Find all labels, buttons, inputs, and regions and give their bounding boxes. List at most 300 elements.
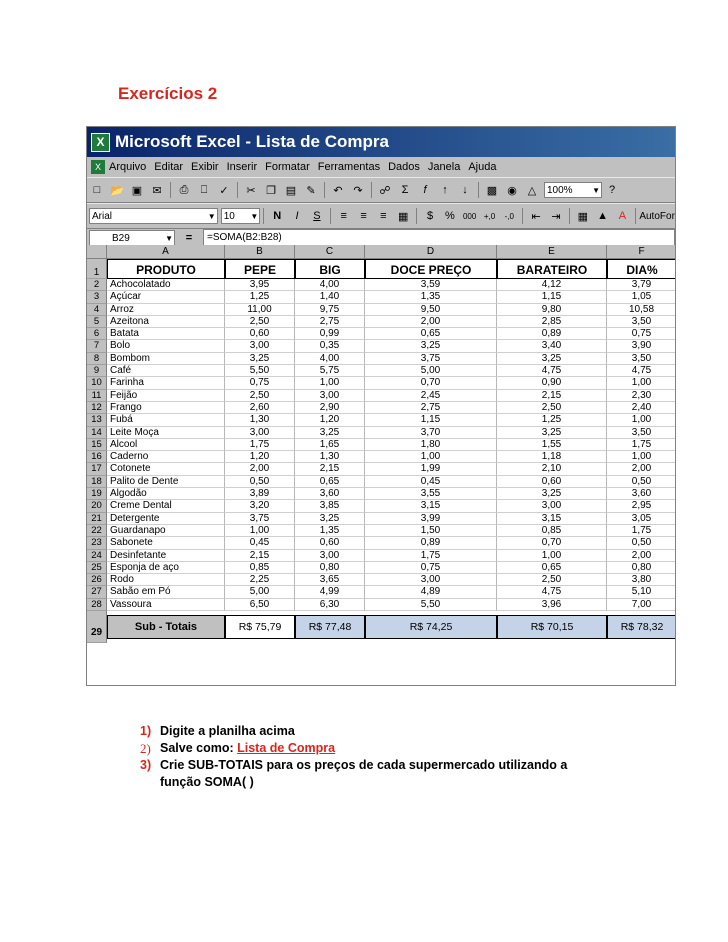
cell-a[interactable]: Palito de Dente	[107, 476, 225, 488]
cell-e[interactable]: 2,85	[497, 316, 607, 328]
cell-b[interactable]: 1,75	[225, 439, 295, 451]
cell-f[interactable]: 1,00	[607, 414, 676, 426]
cell-d[interactable]: 4,89	[365, 586, 497, 598]
cell-b[interactable]: 2,50	[225, 390, 295, 402]
cell-e[interactable]: 4,75	[497, 586, 607, 598]
cell-f[interactable]: 10,58	[607, 304, 676, 316]
cell-d[interactable]: 0,45	[365, 476, 497, 488]
row-header[interactable]: 24	[87, 550, 107, 562]
cell-b[interactable]: 11,00	[225, 304, 295, 316]
cell-e[interactable]: 0,85	[497, 525, 607, 537]
cell-d[interactable]: 1,50	[365, 525, 497, 537]
cell-a[interactable]: Detergente	[107, 513, 225, 525]
cell-b[interactable]: 3,25	[225, 353, 295, 365]
align-center-icon[interactable]: ≡	[360, 210, 367, 222]
cell-b[interactable]: 6,50	[225, 599, 295, 611]
cell-d[interactable]: 1,99	[365, 463, 497, 475]
cell-d[interactable]: 3,00	[365, 574, 497, 586]
borders-icon[interactable]: ▦	[577, 210, 588, 223]
cell-c[interactable]: 1,30	[295, 451, 365, 463]
cell-d[interactable]: 3,55	[365, 488, 497, 500]
cell-a[interactable]: Bombom	[107, 353, 225, 365]
cell-a[interactable]: Sub - Totais	[107, 615, 225, 639]
cell-e[interactable]: 3,96	[497, 599, 607, 611]
fill-color-icon[interactable]: ▲	[597, 210, 609, 222]
font-name-value: Arial	[92, 211, 113, 222]
cell-e[interactable]: 3,40	[497, 340, 607, 352]
row-header[interactable]: 25	[87, 562, 107, 574]
toolbar-divider	[416, 208, 417, 224]
cell-c[interactable]: 0,60	[295, 537, 365, 549]
drawing-icon[interactable]: △	[527, 184, 537, 197]
cell-a[interactable]: Alcool	[107, 439, 225, 451]
instruction-item	[140, 740, 567, 757]
cell-e[interactable]: 1,15	[497, 291, 607, 303]
table-row	[87, 316, 676, 328]
format-painter-icon[interactable]: ✎	[306, 184, 316, 197]
cell-a[interactable]: Rodo	[107, 574, 225, 586]
column-header-d[interactable]: D	[365, 245, 497, 259]
cell-b[interactable]: 0,45	[225, 537, 295, 549]
open-folder-icon[interactable]: 📂	[110, 184, 124, 197]
cell-e[interactable]: 3,25	[497, 488, 607, 500]
row-header[interactable]: 20	[87, 500, 107, 512]
excel-app-icon[interactable]: X	[91, 133, 110, 152]
sort-descending-icon[interactable]: ↓	[462, 184, 468, 196]
file-name-link[interactable]: Lista de Compra	[237, 741, 336, 755]
row-header[interactable]: 4	[87, 304, 107, 316]
row-header[interactable]: 28	[87, 599, 107, 611]
cell-c[interactable]: 3,60	[295, 488, 365, 500]
table-row	[87, 279, 676, 291]
cell-a[interactable]: Achocolatado	[107, 279, 225, 291]
cell-c[interactable]: R$ 77,48	[295, 615, 365, 639]
cell-b[interactable]: 2,25	[225, 574, 295, 586]
cell-a[interactable]: Vassoura	[107, 599, 225, 611]
cell-b[interactable]: 1,00	[225, 525, 295, 537]
paste-icon[interactable]: ▤	[285, 184, 297, 197]
cell-b[interactable]: 3,20	[225, 500, 295, 512]
table-row	[87, 291, 676, 303]
cell-c[interactable]: 1,20	[295, 414, 365, 426]
cell-b[interactable]: 1,25	[225, 291, 295, 303]
cell-f[interactable]: 2,00	[607, 463, 676, 475]
cell-b[interactable]: 0,75	[225, 377, 295, 389]
cell-c[interactable]: 3,85	[295, 500, 365, 512]
cell-b[interactable]: 0,85	[225, 562, 295, 574]
cell-b[interactable]: 0,60	[225, 328, 295, 340]
cell-f[interactable]: 0,50	[607, 476, 676, 488]
cell-b[interactable]: 3,89	[225, 488, 295, 500]
chevron-down-icon[interactable]: ▼	[592, 186, 600, 195]
cell-c[interactable]: 4,00	[295, 279, 365, 291]
align-left-icon[interactable]: ≡	[340, 210, 347, 222]
cell-c[interactable]: 0,80	[295, 562, 365, 574]
column-header-f[interactable]: F	[607, 245, 676, 259]
chevron-down-icon[interactable]: ▼	[207, 212, 216, 221]
cell-c[interactable]: 1,65	[295, 439, 365, 451]
table-row	[87, 537, 676, 549]
row-header[interactable]: 29	[87, 611, 107, 643]
cell-a[interactable]: Sabão em Pó	[107, 586, 225, 598]
italic-icon[interactable]: I	[295, 210, 299, 222]
cell-a[interactable]: Caderno	[107, 451, 225, 463]
cell-d[interactable]: 0,65	[365, 328, 497, 340]
underline-icon[interactable]: S	[313, 210, 321, 222]
cell-d[interactable]: 1,15	[365, 414, 497, 426]
table-row	[87, 414, 676, 426]
new-file-icon[interactable]: □	[93, 184, 101, 196]
row-header[interactable]: 22	[87, 525, 107, 537]
cell-c[interactable]: BIG	[295, 259, 365, 279]
toolbar-divider	[522, 208, 523, 224]
menu-editar[interactable]: Editar	[154, 161, 184, 173]
cell-b[interactable]: 2,60	[225, 402, 295, 414]
cell-b[interactable]: 0,50	[225, 476, 295, 488]
menu-dados[interactable]: Dados	[388, 161, 420, 173]
cell-e[interactable]: 0,89	[497, 328, 607, 340]
cell-b[interactable]: PEPE	[225, 259, 295, 279]
function-icon[interactable]: f	[423, 184, 427, 196]
table-row	[87, 451, 676, 463]
row-header[interactable]: 9	[87, 365, 107, 377]
cell-a[interactable]: Frango	[107, 402, 225, 414]
cell-f[interactable]: 1,75	[607, 439, 676, 451]
cell-b[interactable]: 1,30	[225, 414, 295, 426]
cell-e[interactable]: 0,70	[497, 537, 607, 549]
instructions-list	[140, 723, 567, 791]
chart-wizard-icon[interactable]: ▩	[486, 184, 498, 197]
table-row	[87, 390, 676, 402]
cell-f[interactable]: 2,30	[607, 390, 676, 402]
row-header[interactable]: 10	[87, 377, 107, 389]
cell-b[interactable]: 5,50	[225, 365, 295, 377]
cell-d[interactable]: DOCE PREÇO	[365, 259, 497, 279]
cell-c[interactable]: 0,99	[295, 328, 365, 340]
map-icon[interactable]: ◉	[507, 184, 517, 197]
row-header[interactable]: 27	[87, 586, 107, 598]
table-row	[87, 599, 676, 611]
cell-f[interactable]: 3,79	[607, 279, 676, 291]
instruction-continuation: função SOMA( )	[160, 775, 254, 789]
cell-c[interactable]: 3,00	[295, 550, 365, 562]
cell-f[interactable]: 7,00	[607, 599, 676, 611]
row-header[interactable]: 15	[87, 439, 107, 451]
cell-d[interactable]: 2,75	[365, 402, 497, 414]
cell-e[interactable]: 2,15	[497, 390, 607, 402]
cell-f[interactable]: 2,00	[607, 550, 676, 562]
redo-icon[interactable]: ↷	[353, 184, 363, 197]
sort-ascending-icon[interactable]: ↑	[442, 184, 448, 196]
cell-d[interactable]: 2,00	[365, 316, 497, 328]
cell-c[interactable]: 0,65	[295, 476, 365, 488]
row-header[interactable]: 1	[87, 259, 107, 279]
cell-c[interactable]: 1,35	[295, 525, 365, 537]
cell-d[interactable]: 5,00	[365, 365, 497, 377]
spreadsheet-grid	[87, 245, 676, 686]
row-header[interactable]: 14	[87, 427, 107, 439]
cell-f[interactable]: 1,75	[607, 525, 676, 537]
table-row	[87, 377, 676, 389]
merge-center-icon[interactable]: ▦	[397, 210, 409, 223]
print-icon[interactable]: ⎙	[179, 183, 189, 196]
cell-d[interactable]: 0,70	[365, 377, 497, 389]
cell-c[interactable]: 2,75	[295, 316, 365, 328]
cell-b[interactable]: 3,00	[225, 340, 295, 352]
cell-e[interactable]: BARATEIRO	[497, 259, 607, 279]
cell-d[interactable]: 1,75	[365, 550, 497, 562]
cell-f[interactable]: 3,50	[607, 427, 676, 439]
row-header[interactable]: 11	[87, 390, 107, 402]
name-box[interactable]	[89, 230, 175, 246]
cell-f[interactable]: 3,60	[607, 488, 676, 500]
bold-icon[interactable]: N	[273, 210, 282, 222]
instruction-item	[140, 723, 567, 740]
thousands-icon[interactable]: 000	[462, 211, 477, 221]
menu-formatar[interactable]: Formatar	[265, 161, 310, 173]
toolbar-divider	[263, 208, 264, 224]
cell-c[interactable]: 3,00	[295, 390, 365, 402]
row-header[interactable]: 17	[87, 463, 107, 475]
cell-c[interactable]: 5,75	[295, 365, 365, 377]
spelling-icon[interactable]: ✓	[219, 184, 229, 197]
formula-equals-label[interactable]: =	[185, 232, 193, 244]
row-header[interactable]: 26	[87, 574, 107, 586]
cell-a[interactable]: Café	[107, 365, 225, 377]
cell-d[interactable]: 1,00	[365, 451, 497, 463]
cell-a[interactable]: Esponja de aço	[107, 562, 225, 574]
font-name-select[interactable]	[89, 208, 218, 224]
workbook-icon[interactable]: X	[91, 160, 105, 174]
font-color-icon[interactable]: A	[618, 210, 627, 222]
hyperlink-icon[interactable]: ☍	[379, 184, 391, 197]
cell-f[interactable]: 3,90	[607, 340, 676, 352]
cell-c[interactable]: 4,00	[295, 353, 365, 365]
row-header[interactable]: 21	[87, 513, 107, 525]
cell-a[interactable]: Sabonete	[107, 537, 225, 549]
increase-decimal-icon[interactable]: +,0	[483, 211, 496, 221]
cell-a[interactable]: Creme Dental	[107, 500, 225, 512]
cell-b[interactable]: 1,20	[225, 451, 295, 463]
column-headers	[87, 245, 676, 259]
cell-ref: B29	[112, 233, 130, 244]
autoformat-label[interactable]: AutoFor	[639, 210, 675, 222]
cell-b[interactable]: 2,15	[225, 550, 295, 562]
row-header[interactable]: 16	[87, 451, 107, 463]
decrease-decimal-icon[interactable]: -,0	[504, 211, 514, 221]
cell-e[interactable]: 1,18	[497, 451, 607, 463]
cell-f[interactable]: 3,80	[607, 574, 676, 586]
menu-ajuda[interactable]: Ajuda	[468, 161, 497, 173]
cell-a[interactable]: Batata	[107, 328, 225, 340]
cell-a[interactable]: Arroz	[107, 304, 225, 316]
cell-c[interactable]: 9,75	[295, 304, 365, 316]
cell-c[interactable]: 0,35	[295, 340, 365, 352]
chevron-down-icon[interactable]: ▼	[250, 212, 259, 221]
cell-b[interactable]: 3,75	[225, 513, 295, 525]
cell-d[interactable]: R$ 74,25	[365, 615, 497, 639]
copy-icon[interactable]: ❐	[266, 184, 276, 197]
cell-c[interactable]: 3,65	[295, 574, 365, 586]
toolbar-divider	[237, 182, 238, 198]
cell-e[interactable]: 3,00	[497, 500, 607, 512]
title-bar	[87, 127, 675, 157]
cell-b[interactable]: 2,00	[225, 463, 295, 475]
cell-a[interactable]: Farinha	[107, 377, 225, 389]
cell-e[interactable]: 9,80	[497, 304, 607, 316]
cell-f[interactable]: 1,00	[607, 451, 676, 463]
cell-d[interactable]: 9,50	[365, 304, 497, 316]
column-header-c[interactable]: C	[295, 245, 365, 259]
cell-a[interactable]: Fubá	[107, 414, 225, 426]
cell-e[interactable]: 2,50	[497, 402, 607, 414]
cell-c[interactable]: 2,15	[295, 463, 365, 475]
row-header[interactable]: 7	[87, 340, 107, 352]
menu-ferramentas[interactable]: Ferramentas	[317, 161, 381, 173]
cell-a[interactable]: Leite Moça	[107, 427, 225, 439]
align-right-icon[interactable]: ≡	[380, 210, 387, 222]
row-header[interactable]: 2	[87, 279, 107, 291]
cell-d[interactable]: 3,70	[365, 427, 497, 439]
increase-indent-icon[interactable]: ⇥	[551, 210, 561, 223]
cell-b[interactable]: 3,95	[225, 279, 295, 291]
row-header[interactable]: 18	[87, 476, 107, 488]
cell-f[interactable]: 0,80	[607, 562, 676, 574]
cell-c[interactable]: 3,25	[295, 427, 365, 439]
cell-b[interactable]: R$ 75,79	[225, 615, 295, 639]
cell-a[interactable]: Feijão	[107, 390, 225, 402]
cell-d[interactable]: 2,45	[365, 390, 497, 402]
cell-a[interactable]: Desinfetante	[107, 550, 225, 562]
cell-a[interactable]: Azeitona	[107, 316, 225, 328]
formula-input[interactable]: =SOMA(B2:B28)	[203, 229, 675, 247]
menu-janela[interactable]: Janela	[427, 161, 461, 173]
cell-c[interactable]: 1,40	[295, 291, 365, 303]
print-preview-icon[interactable]: ⎕	[200, 183, 208, 196]
menu-exibir[interactable]: Exibir	[191, 161, 219, 173]
cell-f[interactable]: 4,75	[607, 365, 676, 377]
mail-icon[interactable]: ✉	[152, 184, 162, 197]
cut-icon[interactable]: ✂	[246, 184, 256, 197]
cell-d[interactable]: 3,75	[365, 353, 497, 365]
cell-d[interactable]: 5,50	[365, 599, 497, 611]
percent-icon[interactable]: %	[444, 210, 455, 222]
row-header[interactable]: 3	[87, 291, 107, 303]
cell-a[interactable]: Algodão	[107, 488, 225, 500]
column-header-b[interactable]: B	[225, 245, 295, 259]
row-header[interactable]: 5	[87, 316, 107, 328]
cell-d[interactable]: 3,15	[365, 500, 497, 512]
cell-f[interactable]: 1,05	[607, 291, 676, 303]
cell-b[interactable]: 3,00	[225, 427, 295, 439]
currency-icon[interactable]: $	[426, 210, 434, 222]
help-icon[interactable]: ?	[608, 184, 616, 196]
column-header-e[interactable]: E	[497, 245, 607, 259]
select-all-corner[interactable]	[87, 245, 107, 259]
autosum-icon[interactable]: Σ	[401, 184, 409, 196]
cell-c[interactable]: 4,99	[295, 586, 365, 598]
cell-e[interactable]: 4,75	[497, 365, 607, 377]
cell-e[interactable]: 0,90	[497, 377, 607, 389]
cell-d[interactable]: 1,35	[365, 291, 497, 303]
undo-icon[interactable]: ↶	[333, 184, 343, 197]
zoom-select[interactable]	[544, 182, 602, 198]
cell-e[interactable]: R$ 70,15	[497, 615, 607, 639]
cell-f[interactable]: 3,50	[607, 353, 676, 365]
row-header[interactable]: 8	[87, 353, 107, 365]
row-header[interactable]: 13	[87, 414, 107, 426]
cell-c[interactable]: 3,25	[295, 513, 365, 525]
table-row	[87, 586, 676, 598]
cell-f[interactable]: 3,05	[607, 513, 676, 525]
menu-inserir[interactable]: Inserir	[226, 161, 258, 173]
cell-b[interactable]: 2,50	[225, 316, 295, 328]
cell-e[interactable]: 3,15	[497, 513, 607, 525]
cell-e[interactable]: 1,55	[497, 439, 607, 451]
cell-c[interactable]: 6,30	[295, 599, 365, 611]
cell-f[interactable]: R$ 78,32	[607, 615, 676, 639]
table-row	[87, 304, 676, 316]
cell-a[interactable]: Guardanapo	[107, 525, 225, 537]
table-row	[87, 500, 676, 512]
cell-a[interactable]: Cotonete	[107, 463, 225, 475]
cell-b[interactable]: 5,00	[225, 586, 295, 598]
table-row	[87, 439, 676, 451]
cell-d[interactable]: 0,75	[365, 562, 497, 574]
cell-e[interactable]: 0,60	[497, 476, 607, 488]
cell-e[interactable]: 3,25	[497, 427, 607, 439]
instruction-text: Digite a planilha acima	[160, 724, 295, 738]
cell-f[interactable]: 0,75	[607, 328, 676, 340]
cell-e[interactable]: 2,50	[497, 574, 607, 586]
cell-f[interactable]: DIA%	[607, 259, 676, 279]
cell-e[interactable]: 3,25	[497, 353, 607, 365]
cell-d[interactable]: 3,59	[365, 279, 497, 291]
cell-f[interactable]: 1,00	[607, 377, 676, 389]
cell-e[interactable]: 1,25	[497, 414, 607, 426]
menu-arquivo[interactable]: Arquivo	[109, 161, 147, 173]
cell-a[interactable]: Bolo	[107, 340, 225, 352]
column-header-a[interactable]: A	[107, 245, 225, 259]
row-header[interactable]: 19	[87, 488, 107, 500]
decrease-indent-icon[interactable]: ⇤	[531, 210, 541, 223]
cell-f[interactable]: 2,40	[607, 402, 676, 414]
cell-c[interactable]: 1,00	[295, 377, 365, 389]
save-icon[interactable]: ▣	[131, 184, 143, 197]
cell-c[interactable]: 2,90	[295, 402, 365, 414]
font-size-select[interactable]	[221, 208, 261, 224]
cell-e[interactable]: 1,00	[497, 550, 607, 562]
row-header[interactable]: 23	[87, 537, 107, 549]
cell-e[interactable]: 4,12	[497, 279, 607, 291]
chevron-down-icon[interactable]: ▼	[165, 234, 173, 243]
row-header[interactable]: 6	[87, 328, 107, 340]
cell-a[interactable]: Açúcar	[107, 291, 225, 303]
cell-a[interactable]: PRODUTO	[107, 259, 225, 279]
cell-d[interactable]: 1,80	[365, 439, 497, 451]
cell-f[interactable]: 0,50	[607, 537, 676, 549]
cell-d[interactable]: 3,99	[365, 513, 497, 525]
cell-d[interactable]: 3,25	[365, 340, 497, 352]
toolbar-divider	[330, 208, 331, 224]
cell-e[interactable]: 0,65	[497, 562, 607, 574]
cell-e[interactable]: 2,10	[497, 463, 607, 475]
cell-f[interactable]: 2,95	[607, 500, 676, 512]
cell-d[interactable]: 0,89	[365, 537, 497, 549]
cell-f[interactable]: 3,50	[607, 316, 676, 328]
row-header[interactable]: 12	[87, 402, 107, 414]
cell-f[interactable]: 5,10	[607, 586, 676, 598]
